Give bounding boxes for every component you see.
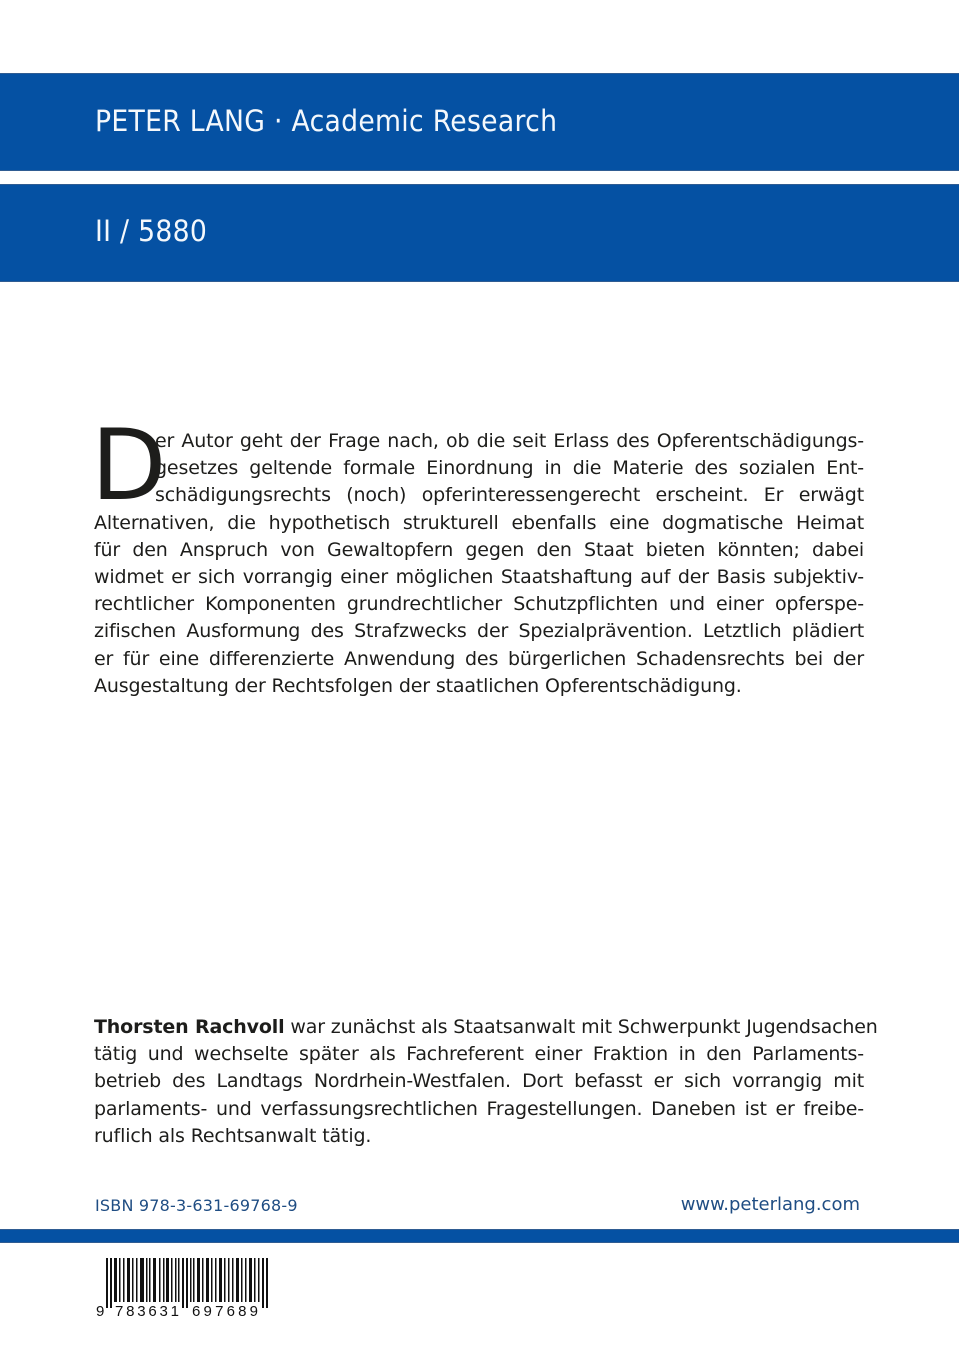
abstract-line: schädigungsrechts (noch) opferinteressengerecht erscheint. Er erwägt	[155, 484, 864, 507]
bio-line	[94, 1014, 878, 1041]
isbn: ISBN 978-3-631-69768-9	[95, 1196, 298, 1215]
abstract-line: er für eine differenzierte Anwendung des bürgerlichen Schadensrechts bei der	[94, 647, 864, 670]
abstract-line: Alternativen, die hypothetisch strukturell ebenfalls eine dogmatische Heimat	[94, 511, 864, 534]
abstract-line: für den Anspruch von Gewaltopfern gegen den Staat bieten könnten; dabei	[94, 538, 864, 561]
barcode-right-digits: 697689	[192, 1303, 258, 1318]
footer-rule	[0, 1229, 959, 1243]
barcode-left-digits: 783631	[115, 1303, 179, 1318]
bio-line: parlaments- und verfassungsrechtlichen Fragestellungen. Daneben ist er freibe-	[94, 1097, 864, 1120]
series-number-band	[0, 184, 959, 282]
bio-line: betrieb des Landtags Nordrhein-Westfalen. Dort befasst er sich vorrangig mit	[94, 1070, 864, 1093]
bio-first-line-text: war zunächst als Staatsanwalt mit Schwerpunkt Jugendsachen	[284, 1016, 878, 1038]
series-title: PETER LANG · Academic Research	[95, 104, 558, 138]
abstract-line: rechtlicher Komponenten grundrechtlicher Schutzpflichten und einer opferspe-	[94, 593, 864, 616]
isbn-barcode	[96, 1258, 296, 1318]
barcode-icon	[96, 1258, 296, 1318]
series-number: II / 5880	[95, 214, 208, 248]
abstract-line: zifischen Ausformung des Strafzwecks der Spezialprävention. Letztlich plädiert	[94, 620, 864, 643]
abstract-line: er Autor geht der Frage nach, ob die seit Erlass des Opferentschädigungs-	[155, 430, 864, 452]
barcode-first-digit: 9	[96, 1303, 105, 1318]
series-header-band	[0, 73, 959, 171]
abstract-line: widmet er sich vorrangig einer möglichen Staatshaftung auf der Basis subjektiv-	[94, 565, 864, 588]
abstract	[91, 409, 864, 700]
abstract-line: Ausgestaltung der Rechtsfolgen der staatlichen Opferentschädigung.	[94, 674, 742, 697]
abstract-line: gesetzes geltende formale Einordnung in die Materie des sozialen Ent-	[155, 457, 864, 480]
bio-line: tätig und wechselte später als Fachreferent einer Fraktion in den Parlaments-	[94, 1043, 864, 1066]
author-name: Thorsten Rachvoll	[94, 1016, 285, 1038]
drop-cap: D	[91, 409, 167, 523]
author-bio	[94, 1014, 878, 1150]
publisher-url[interactable]: www.peterlang.com	[680, 1194, 860, 1215]
bio-line: ruflich als Rechtsanwalt tätig.	[94, 1124, 372, 1147]
